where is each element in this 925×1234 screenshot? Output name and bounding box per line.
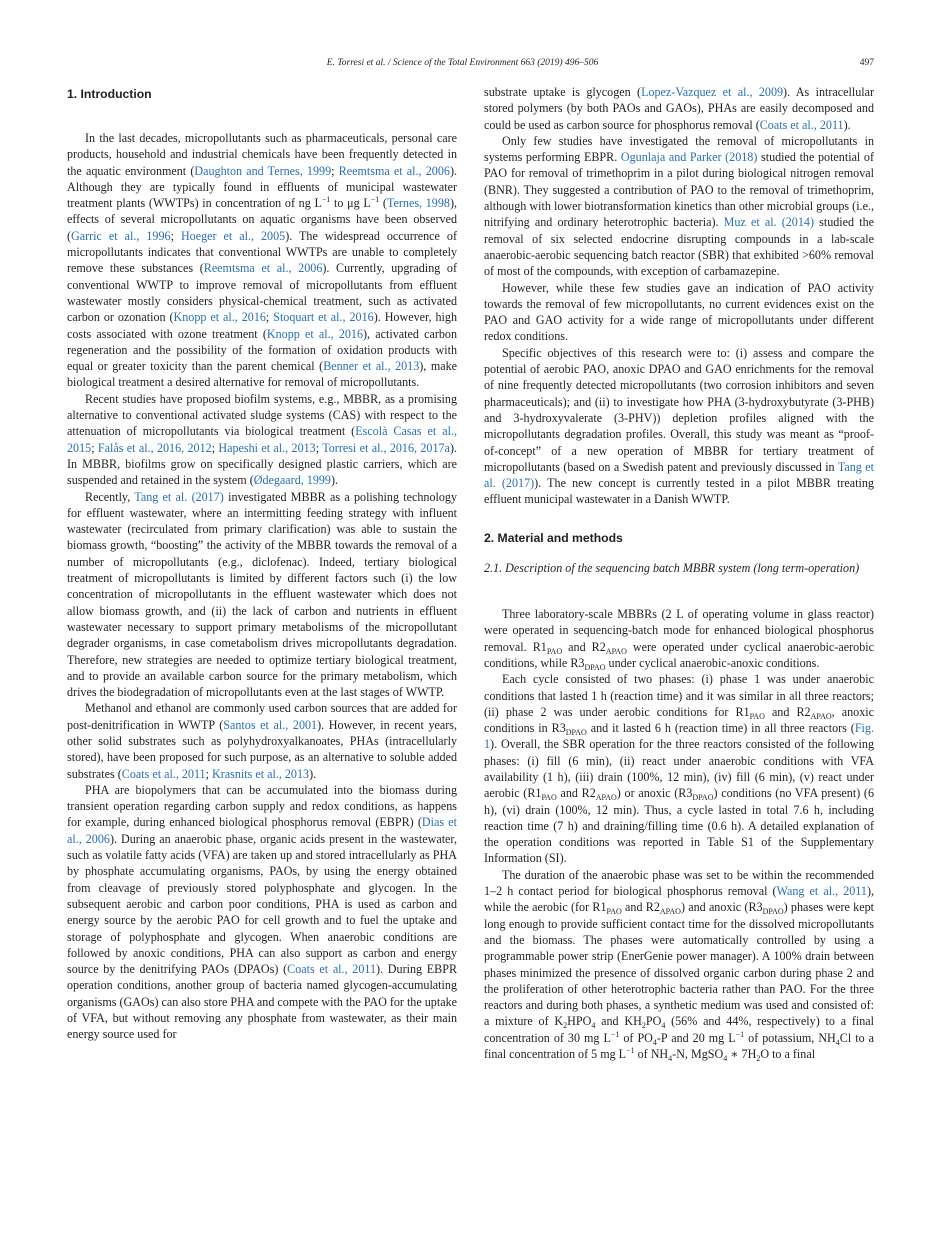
- paragraph: Three laboratory-scale MBBRs (2 L of operating volume in glass reactor) were operated in sequencing-batch mode for enhanced biological phosphorus removal. $R1_{PAO}$ and $R2_{APAO}$ were operated under cyclical anaerobic-aerobic conditions, while $R3_{DPAO}$ under cyclical anaerobic-anoxic conditions.: [484, 607, 874, 672]
- figure-link[interactable]: Fig. 1: [484, 721, 874, 752]
- paragraph: Specific objectives of this research were to: (i) assess and compare the potential of aerobic PAO, anoxic DPAO and GAO enrichments for the removal of nine frequently detected micropollutants (two corrosion inhibitors and seven pharmaceuticals); and (ii) to investigate how PHA (3-hydroxybutyrate (3-PHB) and 3-hydroxyvalerate (3-PHV)) depletion profiles aligned with the micropollutants degradation profiles. Overall, this study was meant as “proof-of-concept” of a new operation of MBBR for tertiary treatment of micropollutants (based on a Swedish patent and previously discussed in Tang et al. (2017)). The new concept is currently tested in a pilot MBBR treating effluent municipal wastewater in a Danish WWTP.: [484, 345, 874, 507]
- running-title: E. Torresi et al. / Science of the Total Environment 663 (2019) 496–506: [326, 58, 599, 68]
- subsection-heading: 2.1. Description of the sequencing batch MBBR system (long term-operation): [484, 560, 860, 575]
- paragraph: substrate uptake is glycogen (Lopez-Vazquez et al., 2009). As intracellular stored polymers (by both PAOs and GAOs), PHAs are easily decomposed and could be used as carbon source for phosphorus removal (Coats et al., 2011).: [484, 85, 874, 132]
- paragraph: Methanol and ethanol are commonly used carbon sources that are added for post-denitrification in WWTP (Santos et al., 2001). However, in recent years, other solid substrates such as polyhydroxyalkanoates, PHAs (intracellularly stored), have been proposed for such purpose, as an alternative to soluble added substrates (Coats et al., 2011; Krasnits et al., 2013).: [67, 701, 458, 781]
- citation-link[interactable]: Torresi et al., 2016, 2017a: [322, 440, 450, 455]
- citation-link[interactable]: Hapeshi et al., 2013: [218, 440, 316, 455]
- paragraph: The duration of the anaerobic phase was set to be within the recommended 1–2 h contact period for biological phosphorus removal (Wang et al., 2011), while the aerobic (for $R1_{PAO}$ and $R2_{APAO}$) and anoxic $(R3_{DPAO})$ phases were kept long enough to provide sufficient contact time for the dissolved micropollutants and the biomass. The phases were automatically controlled by using a programmable power strip (EnerGenie power manager). A 100% drain between phases minimized the presence of dissolved organic carbon during phase 2 and the proliferation of other heterotrophic bacteria rather than PAO. For the three reactors and during both phases, a synthetic medium was used and consisted of: a mixture of $K_2HPO_4$ and $KH_2PO_4$ (56% and 44%, respectively) to a final concentration of 30 mg $L^{-1}$ of $PO_4-P$ and 20 mg $L^{-1}$ of potassium, $NH_4Cl$ to a final concentration of 5 mg $L^{-1}$ of $NH_4-N$, MgSO$_4$ ∗ $7H_2O$ to a final: [484, 867, 875, 1064]
- paragraph: In the last decades, micropollutants such as pharmaceuticals, personal care products, household and industrial chemicals have been frequently detected in the aquatic environment (Daughton and Ternes, 1999; Reemtsma et al., 2006). Although they are typically found in effluents of municipal wastewater treatment plants (WWTPs) in concentration of ng $L^{-1}$ to μg $L^{-1}$ (Ternes, 1998), effects of several micropollutants on aquatic organisms have been observed (Garric et al., 1996; Hoeger et al., 2005). The widespread occurrence of micropollutants indicates that conventional WWTPs are unable to completely remove these substances (Reemtsma et al., 2006). Currently, upgrading of conventional WWTP to improve removal of micropollutants from effluent wastewater mostly considers physical-chemical treatment, such as activated carbon or ozonation (Knopp et al., 2016; Stoquart et al., 2016). However, high costs associated with ozone treatment (Knopp et al., 2016), activated carbon regeneration and the possibility of the formation of oxidation products with equal or greater toxicity than the parent chemical (Benner et al., 2013), make biological treatment a desired alternative for removal of micropollutants.: [67, 131, 458, 390]
- citation-link[interactable]: Ternes, 1998: [386, 196, 450, 211]
- page-number: 497: [859, 58, 874, 68]
- section-heading-introduction: 1. Introduction: [67, 87, 152, 101]
- paragraph: PHA are biopolymers that can be accumulated into the biomass during transient operation regarding carbon supply and redox conditions, as happens for example, during enhanced biological phosphorus removal (EBPR) (Dias et al., 2006). During an anaerobic phase, organic acids present in the wastewater, such as volatile fatty acids (VFA) are taken up and stored intracellularly as PHA by phosphate accumulating organisms, PAOs, by using the energy obtained from cleavage of previously stored polyphosphate and glycogen. In the subsequent aerobic and carbon poor conditions, PHA is used as carbon and energy source by the aerobic PAO for cell growth and to fuel the uptake and storage of polyphosphate and glycogen. When anaerobic conditions are followed by anoxic conditions, PHA can also support as carbon and energy source by the denitrifying PAOs (DPAOs) (Coats et al., 2011). During EBPR operation conditions, another group of bacteria named glycogen-accumulating organisms (GAOs) can also store PHA and compete with the PAO for the uptake of VFA, but without removing any phosphate from wastewater, as their main energy source used for: [67, 782, 458, 1042]
- citation-link[interactable]: Coats et al., 2011: [121, 766, 206, 781]
- citation-link[interactable]: Ogunlaja and Parker (2018): [620, 150, 758, 165]
- paragraph: Recent studies have proposed biofilm systems, e.g., MBBR, as a promising alternative to conventional activated sludge systems (CAS) with respect to the attenuation of micropollutants via biological treatment (Escolà Casas et al., 2015; Falås et al., 2016, 2012; Hapeshi et al., 2013; Torresi et al., 2016, 2017a). In MBBR, biofilms grow on specifically designed plastic carriers, which are suspended and retained in the system (Ødegaard, 1999).: [67, 391, 458, 488]
- paragraph: Each cycle consisted of two phases: (i) phase 1 was under anaerobic conditions that lasted 1 h (reaction time) and it was similar in all three reactors; (ii) phase 2 was under aerobic conditions for $R1_{PAO}$ and $R2_{APAO}$, anoxic conditions in $R3_{DPAO}$ and it lasted 6 h (reaction time) in all three reactors (Fig. 1). Overall, the SBR operation for the three reactors consisted of the following phases: (i) fill (6 min), (ii) react under anaerobic conditions with VFA availability (1 h), (iii) drain (100%, 12 min), (iv) fill (6 min), (v) react under aerobic ($R1_{PAO}$ and $R2_{APAO}$) or anoxic $(R3_{DPAO})$ conditions (no VFA present) (6 h), (vi) drain (100%, 12 min). Thus, a cycle lasted in total 7.6 h, including reaction time (7 h) and draining/filling time (0.6 h). A detailed explanation of the operation conditions was reported in Table S1 of the Supplementary Information (SI).: [484, 672, 875, 866]
- citation-link[interactable]: Lopez-Vazquez et al., 2009: [641, 85, 784, 99]
- paragraph: Recently, Tang et al. (2017) investigated MBBR as a polishing technology for effluent wastewater, where an intermitting feeding strategy with influent wastewater (recirculated from primary clarification) was able to sustain the biomass growth, “boosting” the activity of the MBBR towards the removal of a number of micropollutants (e.g., diclofenac). Indeed, tertiary biological treatment of micropollutants is limited by different factors such (i) the low concentration of micropollutants in the effluent wastewater which does not allow biomass growth, and (ii) the lack of carbon and nutrients in effluent wastewater necessary to support primary metabolisms of the micropollutant degrader organisms, in case cometabolism drives micropollutants degradation. Therefore, new strategies are needed to optimize tertiary biological treatment, and to provide an available carbon source for the primary metabolism, which drives the biodegradation of micropollutants even at the last stages of WWTP.: [67, 489, 458, 700]
- citation-link[interactable]: Tang et al. (2017): [484, 459, 874, 491]
- right-column: [484, 84, 874, 1062]
- citation-link[interactable]: Coats et al., 2011: [287, 962, 377, 977]
- citation-link[interactable]: Knopp et al., 2016: [173, 310, 266, 325]
- citation-link[interactable]: Benner et al., 2013: [323, 359, 420, 374]
- citation-link[interactable]: Daughton and Ternes, 1999: [194, 163, 332, 178]
- paragraph: Only few studies have investigated the removal of micropollutants in systems performing EBPR. Ogunlaja and Parker (2018) studied the potential of PAO for removal of trimethoprim in a pilot during biological nitrogen removal (BNR). They suggested a contribution of PAO to the removal of trimethoprim, although with lower biotransformation kinetics than other microbial groups (i.e., nitrifying and ordinary heterotrophic bacteria). Muz et al. (2014) studied the removal of six selected endocrine disrupting compounds in a lab-scale anaerobic-aerobic sequencing batch reactor (SBR) that exhibited >60% removal of most of the compounds, with exception of carbamazepine.: [484, 133, 875, 279]
- citation-link[interactable]: Garric et al., 1996: [71, 228, 171, 243]
- citation-link[interactable]: Escolà Casas et al., 2015: [67, 424, 458, 455]
- citation-link[interactable]: Tang et al. (2017): [134, 489, 224, 504]
- citation-link[interactable]: Reemtsma et al., 2006: [338, 163, 450, 178]
- running-header: [0, 58, 925, 72]
- citation-link[interactable]: Muz et al. (2014): [723, 215, 814, 230]
- left-column: [67, 84, 457, 1043]
- citation-link[interactable]: Dias et al., 2006: [67, 815, 458, 846]
- citation-link[interactable]: Ødegaard, 1999: [253, 473, 331, 488]
- citation-link[interactable]: Stoquart et al., 2016: [273, 310, 374, 325]
- citation-link[interactable]: Coats et al., 2011: [759, 117, 844, 132]
- citation-link[interactable]: Hoeger et al., 2005: [180, 228, 286, 243]
- citation-link[interactable]: Krasnits et al., 2013: [212, 766, 310, 781]
- citation-link[interactable]: Falås et al., 2016, 2012: [97, 440, 212, 455]
- section-heading-methods: 2. Material and methods: [484, 530, 623, 545]
- citation-link[interactable]: Knopp et al., 2016: [266, 326, 364, 341]
- citation-link[interactable]: Wang et al., 2011: [776, 884, 867, 899]
- citation-link[interactable]: Reemtsma et al., 2006: [203, 261, 323, 276]
- paragraph: However, while these few studies gave an indication of PAO activity towards the removal of few micropollutants, no current evidences exist on the PAO and GAO activity for a wide range of micropollutants under different redox conditions.: [484, 280, 874, 344]
- citation-link[interactable]: Santos et al., 2001: [223, 717, 318, 732]
